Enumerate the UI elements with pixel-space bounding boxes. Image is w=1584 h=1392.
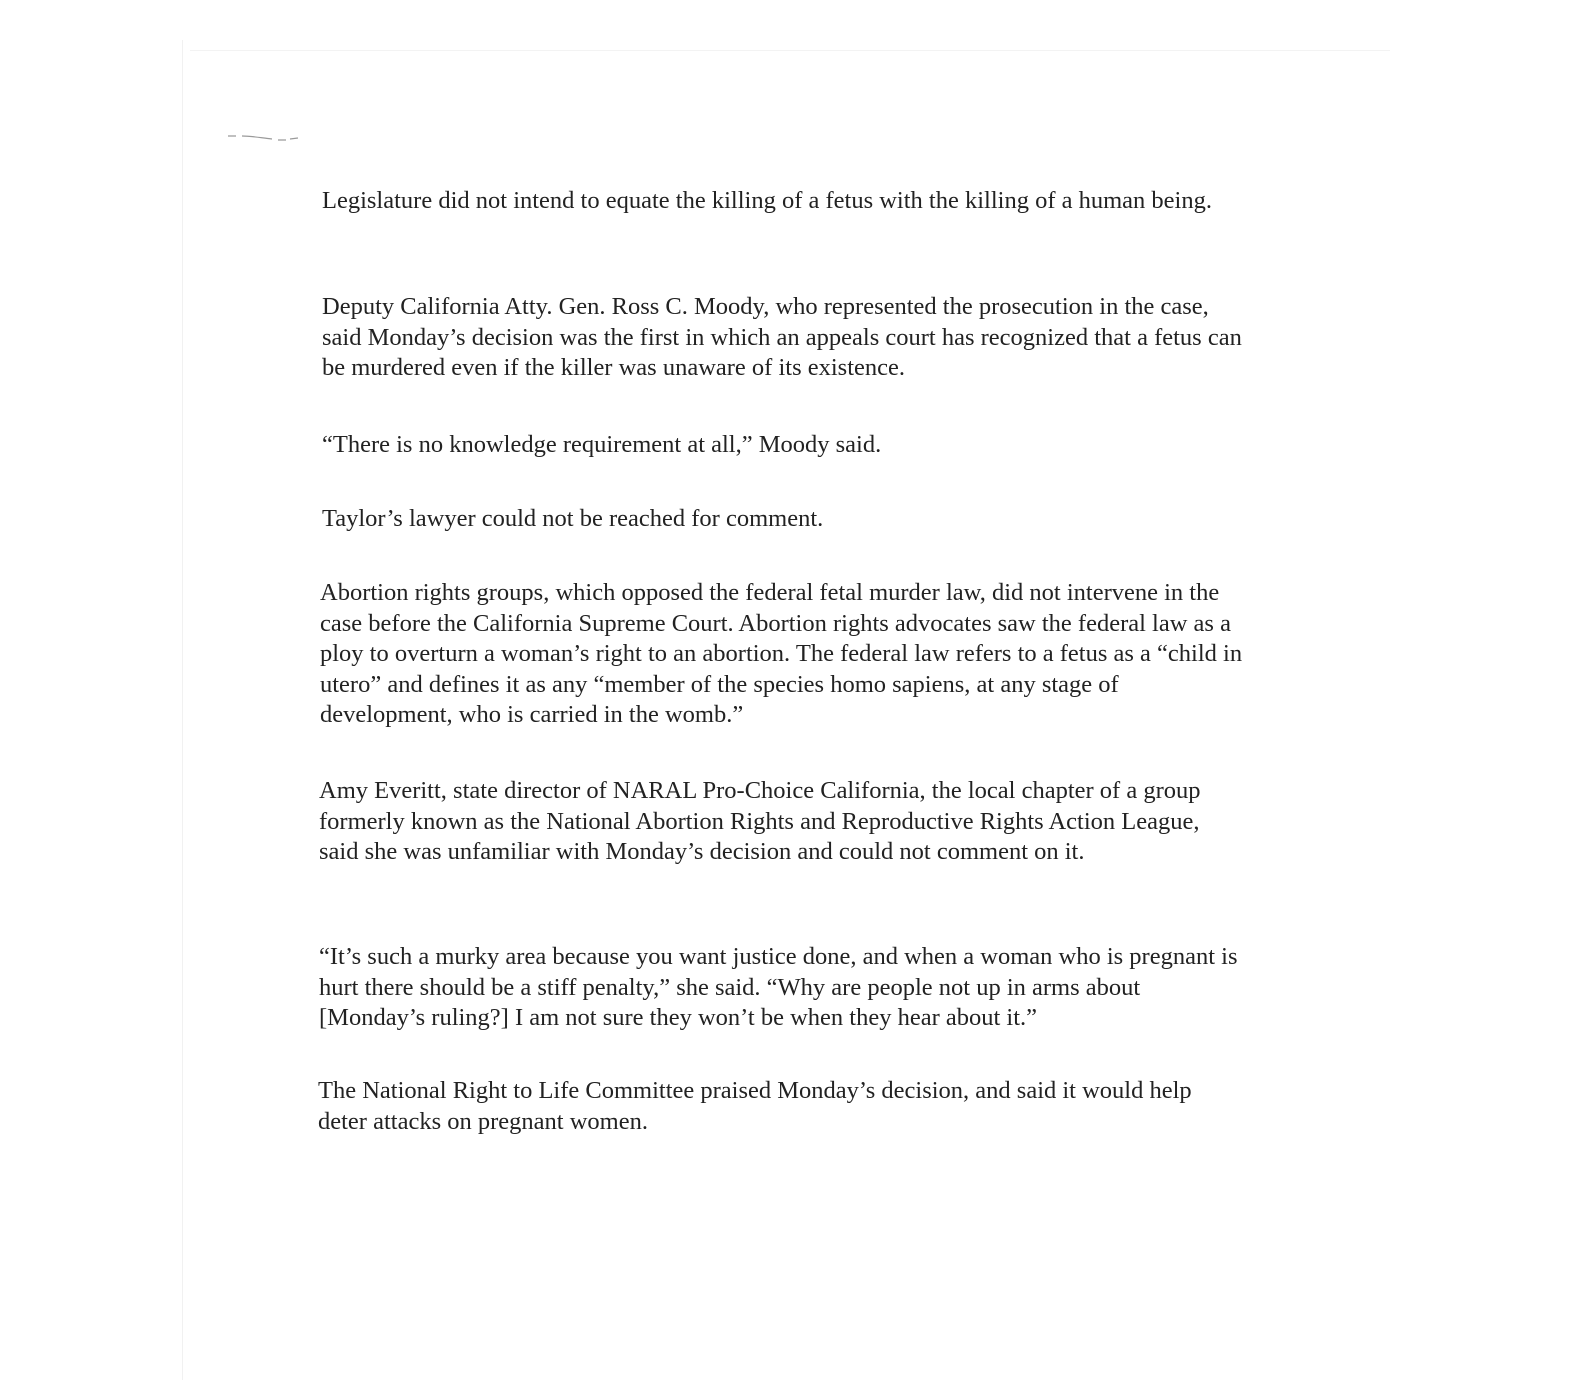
paragraph-everitt-quote: “It’s such a murky area because you want justice done, and when a woman who is pregnant is hurt there should be a stiff penalty,” she said. “Why are people not up in arms about [Monday’s ruling?] I am not sure they won’t be when they hear about it.”	[319, 943, 1238, 1031]
paragraph-right-to-life: The National Right to Life Committee praised Monday’s decision, and said it would help deter attacks on pregnant women.	[318, 1077, 1192, 1135]
scan-smudge-mark	[228, 134, 298, 142]
scan-edge-left	[182, 40, 183, 1380]
paragraph-moody-quote: “There is no knowledge requirement at all,” Moody said.	[322, 431, 882, 458]
paragraph-legislature-intent: Legislature did not intend to equate the killing of a fetus with the killing of a human being.	[322, 187, 1212, 214]
paragraph-taylor-lawyer: Taylor’s lawyer could not be reached for comment.	[322, 505, 824, 532]
paragraph-amy-everitt: Amy Everitt, state director of NARAL Pro-Choice California, the local chapter of a group formerly known as the National Abortion Rights and Reproductive Rights Action League, said she was unfamiliar with Monday’s decision and could not comment on it.	[319, 777, 1201, 865]
scan-edge-top	[190, 50, 1390, 51]
paragraph-abortion-rights-groups: Abortion rights groups, which opposed the federal fetal murder law, did not intervene in the case before the California Supreme Court. Abortion rights advocates saw the federal law as a ploy to overturn a woman’s right to an abortion. The federal law refers to a fetus as a “child in utero” and defines it as any “member of the species homo sapiens, at any stage of development, who is carried in the womb.”	[320, 579, 1243, 728]
paragraph-moody-statement: Deputy California Atty. Gen. Ross C. Moody, who represented the prosecution in the case, said Monday’s decision was the first in which an appeals court has recognized that a fetus can be murdered even if the killer was unaware of its existence.	[322, 293, 1242, 381]
